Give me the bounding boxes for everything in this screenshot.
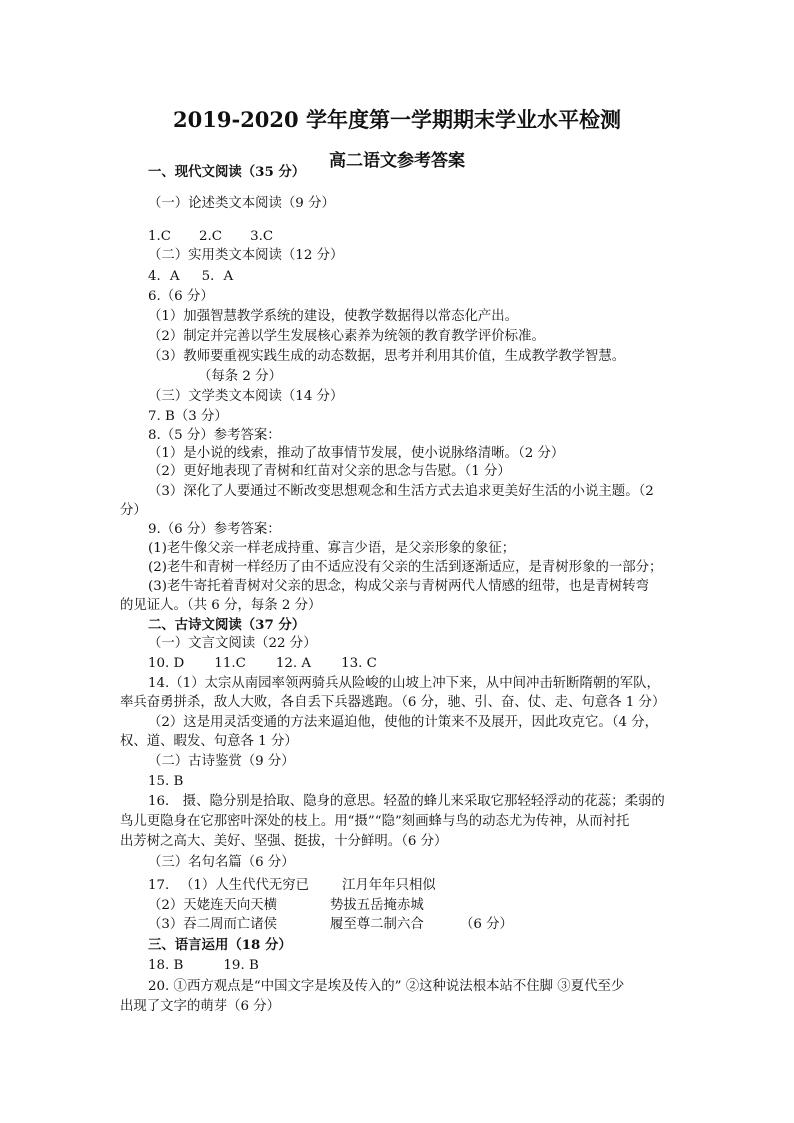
q9-item-continued: 的见证人。（共 6 分，每条 2 分） (120, 598, 322, 613)
q16-line: 出芳树之高大、美好、坚强、挺拔，十分鲜明。（6 分） (120, 834, 448, 849)
q14-line: 权、道、暇发、句意各 1 分） (120, 734, 298, 749)
part-heading-poetry: （二）古诗鉴赏（9 分） (148, 754, 295, 769)
q6-note: （每条 2 分） (198, 369, 282, 384)
answer-q11: 11.C (214, 656, 246, 671)
part-heading-practical: （二）实用类文本阅读（12 分） (148, 248, 344, 263)
answer-q5: 5．A (201, 269, 234, 284)
answer-q4: 4．A (148, 269, 180, 284)
answer-q1: 1.C (148, 229, 172, 244)
q17-line-3a: （3）吞二周而亡诸侯 (148, 917, 278, 932)
q17-line-1a: （1）人生代代无穷已 (180, 878, 310, 893)
q16-line: 鸟儿更隐身在它那密叶深处的枝上。用“摄”“隐”刻画蜂与鸟的动态尤为传神，从而衬托 (120, 814, 630, 829)
part-heading-classical-prose: （一）文言文阅读（22 分） (148, 636, 317, 651)
document-subtitle: 高二语文参考答案 (329, 151, 465, 171)
q14-line: （2）这是用灵活变通的方法来逼迫他，使他的计策来不及展开，因此攻克它。（4 分， (148, 715, 659, 730)
q8-item-continued: 分） (120, 503, 147, 518)
q9-item: (1)老牛像父亲一样老成持重、寡言少语，是父亲形象的象征； (148, 541, 516, 556)
answer-q15: 15. B (148, 774, 184, 789)
q8-item: （2）更好地表现了青树和红苗对父亲的思念与告慰。（1 分） (148, 464, 511, 479)
answer-q18: 18. B (148, 958, 184, 973)
q17-line-3b: 履至尊二制六合 (330, 917, 424, 932)
part-heading-argumentative: （一）论述类文本阅读（9 分） (148, 196, 335, 211)
q6-item: （1）加强智慧教学系统的建设，使教学数据得以常态化产出。 (148, 309, 519, 324)
q17-line-2a: （2）天姥连天向天横 (148, 898, 278, 913)
q8-item: （3）深化了人要通过不断改变思想观念和生活方式去追求更美好生活的小说主题。（2 (148, 484, 654, 499)
answer-q7: 7. B（3 分） (148, 409, 228, 424)
q20-line: 20. ①西方观点是“中国文字是埃及传入的” ②这种说法根本站不住脚 ③夏代至少 (148, 979, 625, 994)
q9-item: (2)老牛和青树一样经历了由不适应没有父亲的生活到逐渐适应，是青树形象的一部分； (148, 560, 663, 575)
answer-q12: 12. A (275, 656, 312, 671)
answer-q13: 13. C (341, 656, 377, 671)
answers-q1-3 (148, 229, 273, 245)
q6-item: （2）制定并完善以学生发展核心素养为统领的教育教学评价标准。 (148, 329, 545, 344)
q9-item: (3)老牛寄托着青树对父亲的思念，构成父亲与青树两代人情感的纽带，也是青树转弯 (148, 579, 650, 594)
answers-q10-13 (148, 656, 377, 672)
answer-q10: 10. D (148, 656, 185, 671)
question-9: 9.（6 分）参考答案： (148, 522, 281, 537)
document-title: 2019-2020 学年度第一学期期末学业水平检测 (173, 107, 621, 132)
answers-q18-19 (148, 958, 259, 974)
q16-line: 16． 摄、隐分别是拾取、隐身的意思。轻盈的蜂儿来采取它那轻轻浮动的花蕊；柔弱的 (148, 794, 665, 809)
answer-q2: 2.C (199, 229, 223, 244)
answers-q4-5 (148, 269, 233, 285)
q14-line: 14.（1）太宗从南园率领两骑兵从险峻的山坡上冲下来，从中间冲击斩断隋朝的军队， (148, 676, 660, 691)
q17-line-2b: 势拔五岳掩赤城 (330, 898, 424, 913)
q20-line: 出现了文字的萌芽（6 分） (120, 999, 281, 1014)
q6-item: （3）教师要重视实践生成的动态数据，思考并利用其价值，生成教学教学智慧。 (148, 349, 626, 364)
answer-q19: 19. B (223, 958, 259, 973)
answer-q3: 3.C (250, 229, 274, 244)
section-heading-modern-reading: 一、现代文阅读（35 分） (148, 164, 306, 180)
q8-item: （1）是小说的线索，推动了故事情节发展，使小说脉络清晰。（2 分） (148, 446, 565, 461)
part-heading-literary: （三）文学类文本阅读（14 分） (148, 389, 344, 404)
part-heading-famous-lines: （三）名句名篇（6 分） (148, 855, 295, 870)
section-heading-language-use: 三、语言运用（18 分） (148, 937, 292, 953)
section-heading-classical-reading: 二、古诗文阅读（37 分） (148, 617, 306, 633)
q17-label: 17. (148, 878, 170, 893)
q14-line: 率兵奋勇拼杀，敌人大败，各自丢下兵器逃跑。（6 分，驰、引、奋、仗、走、句意各 1 分） (120, 695, 666, 710)
question-6: 6.（6 分） (148, 289, 214, 304)
q17-score: （6 分） (460, 917, 513, 932)
q17-line-1b: 江月年年只相似 (342, 878, 436, 893)
question-8: 8.（5 分）参考答案： (148, 428, 281, 443)
